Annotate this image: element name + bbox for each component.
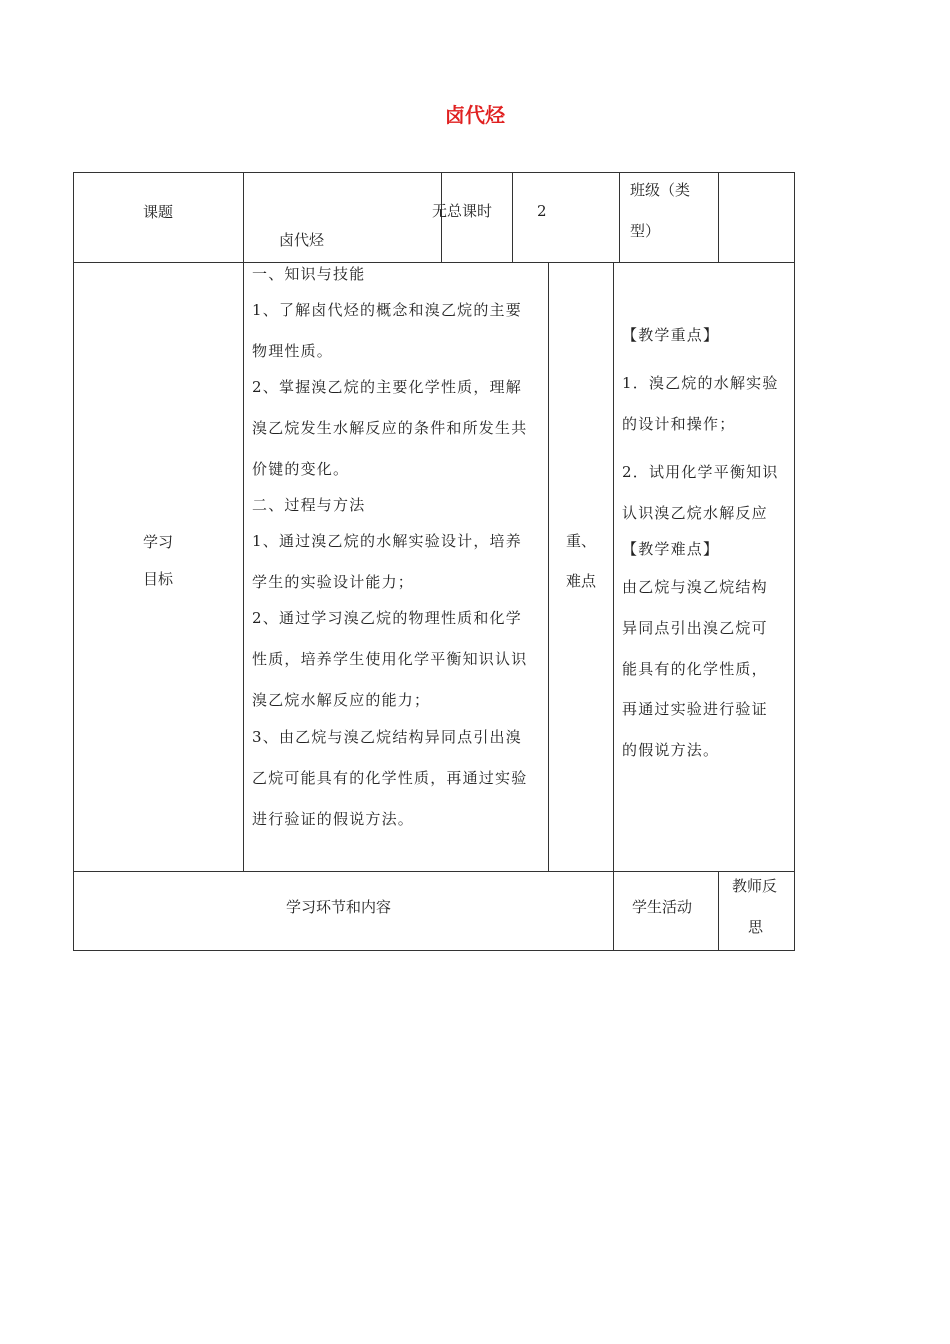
- objective-line: 溴乙烷水解反应的能力；: [252, 691, 431, 709]
- row3-divider-b: [718, 871, 719, 950]
- key-point-line: 【教学难点】: [622, 540, 720, 558]
- table-border-bottom: [73, 950, 795, 951]
- objective-line: 二、过程与方法: [252, 496, 366, 514]
- table-border-right: [794, 172, 795, 951]
- key-points-label-line2: 难点: [566, 572, 597, 590]
- key-point-line: 能具有的化学性质，: [622, 660, 768, 678]
- table-border-top: [73, 172, 795, 173]
- topic-label: 课题: [143, 203, 174, 221]
- table-border-left: [73, 172, 74, 951]
- page-title: 卤代烃: [445, 103, 505, 127]
- row1-divider-d: [619, 172, 620, 262]
- objective-line: 1、了解卤代烃的概念和溴乙烷的主要: [252, 301, 522, 319]
- row2-divider-a: [243, 262, 244, 871]
- key-point-line: 【教学重点】: [622, 326, 720, 344]
- key-point-line: 再通过实验进行验证: [622, 700, 768, 718]
- objective-line: 2、通过学习溴乙烷的物理性质和化学: [252, 609, 522, 627]
- objective-line: 进行验证的假说方法。: [252, 810, 415, 828]
- row1-divider-e: [718, 172, 719, 262]
- objective-line: 乙烷可能具有的化学性质，再通过实验: [252, 769, 528, 787]
- objective-line: 价键的变化。: [252, 460, 350, 478]
- key-point-line: 由乙烷与溴乙烷结构: [622, 578, 768, 596]
- class-label-line1: 班级（类: [630, 181, 691, 199]
- topic-value: 卤代烃: [279, 231, 325, 249]
- objective-line: 性质，培养学生使用化学平衡知识认识: [252, 650, 528, 668]
- key-points-label-line1: 重、: [566, 532, 597, 550]
- row3-divider-a: [613, 871, 614, 950]
- objectives-label-line1: 学习: [143, 533, 174, 551]
- key-point-line: 认识溴乙烷水解反应: [622, 504, 768, 522]
- key-point-line: 1．溴乙烷的水解实验: [622, 374, 779, 392]
- objective-line: 溴乙烷发生水解反应的条件和所发生共: [252, 419, 528, 437]
- row2-divider-b: [548, 262, 549, 871]
- total-hours-value: 2: [537, 202, 547, 220]
- key-point-line: 的设计和操作；: [622, 415, 736, 433]
- key-point-line: 的假说方法。: [622, 741, 720, 759]
- objective-line: 1、通过溴乙烷的水解实验设计，培养: [252, 532, 522, 550]
- total-hours-label: 无总课时: [432, 202, 493, 220]
- objective-line: 2、掌握溴乙烷的主要化学性质，理解: [252, 378, 522, 396]
- teacher-reflection-line1: 教师反: [732, 877, 778, 895]
- class-label-line2: 型）: [630, 222, 661, 240]
- objective-line: 3、由乙烷与溴乙烷结构异同点引出溴: [252, 728, 522, 746]
- objective-line: 物理性质。: [252, 342, 334, 360]
- row2-divider-c: [613, 262, 614, 871]
- objective-line: 一、知识与技能: [252, 265, 366, 283]
- table-divider-2: [73, 871, 795, 872]
- key-point-line: 2．试用化学平衡知识: [622, 463, 779, 481]
- objective-line: 学生的实验设计能力；: [252, 573, 415, 591]
- student-activity-label: 学生活动: [632, 898, 693, 916]
- steps-label: 学习环节和内容: [286, 898, 392, 916]
- objectives-label-line2: 目标: [143, 570, 174, 588]
- row1-divider-a: [243, 172, 244, 262]
- teacher-reflection-line2: 思: [748, 918, 764, 936]
- table-divider-1: [73, 262, 795, 263]
- key-point-line: 异同点引出溴乙烷可: [622, 619, 768, 637]
- row1-divider-c: [512, 172, 513, 262]
